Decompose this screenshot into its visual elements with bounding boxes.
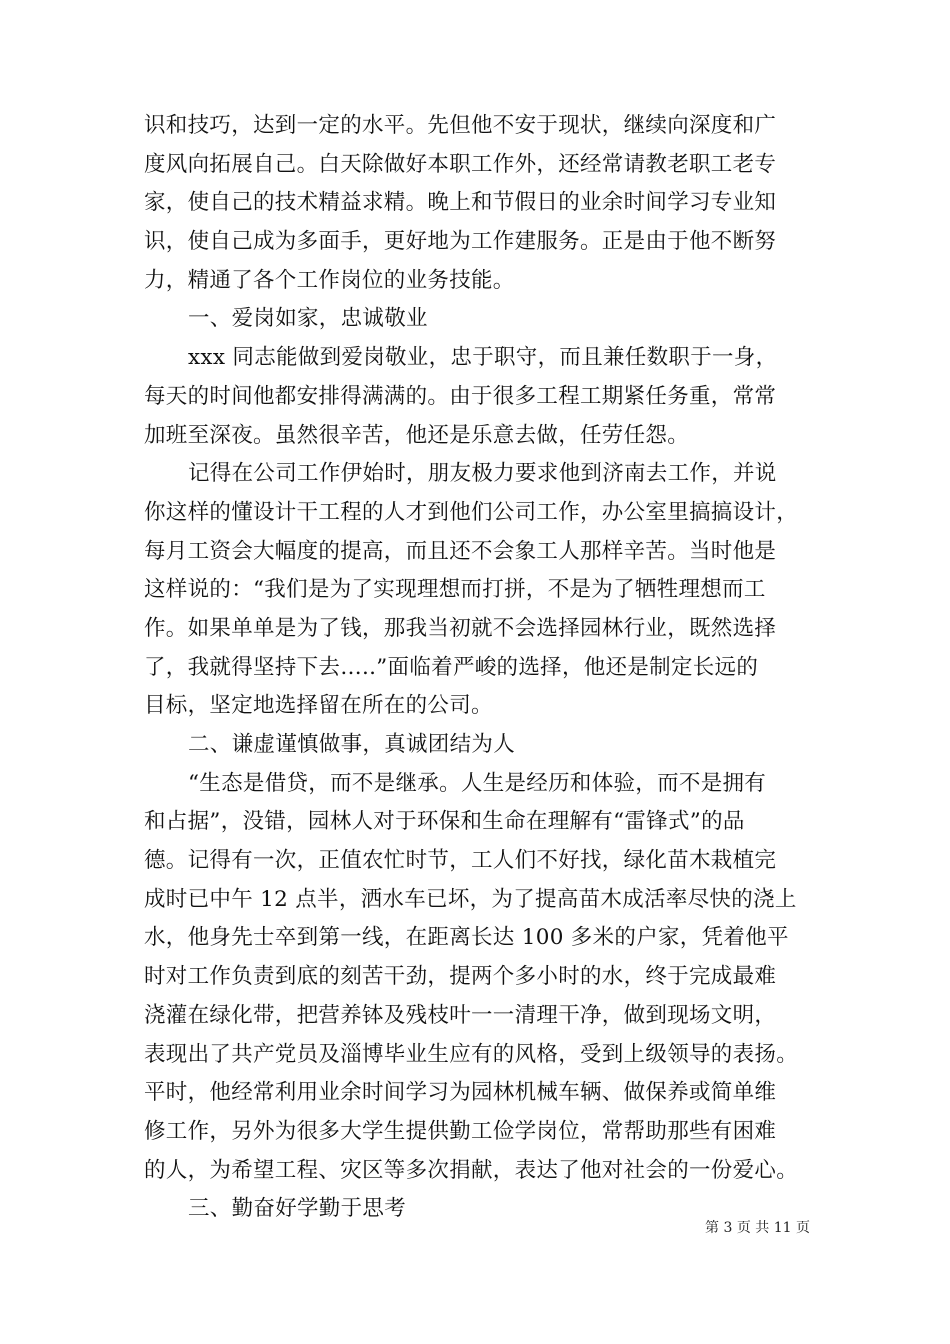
body-text-line: “生态是借贷，而不是继承。人生是经历和体验，而不是拥有 <box>188 770 767 796</box>
body-text-line: 这样说的：“我们是为了实现理想而打拼，不是为了牺牲理想而工 <box>144 577 766 603</box>
section-heading-1: 一、爱岗如家，忠诚敬业 <box>188 306 428 332</box>
section-heading-3: 三、勤奋好学勤于思考 <box>188 1196 407 1222</box>
body-text-line: 时对工作负责到底的刻苦干劲，提两个多小时的水，终于完成最难 <box>144 964 777 990</box>
body-text-line: 德。记得有一次，正值农忙时节，工人们不好找，绿化苗木栽植完 <box>144 848 777 874</box>
body-text-line: 平时，他经常利用业余时间学习为园林机械车辆、做保养或简单维 <box>144 1080 777 1106</box>
body-text-line: 记得在公司工作伊始时，朋友极力要求他到济南去工作，并说 <box>188 461 777 487</box>
section-heading-2: 二、谦虚谨慎做事，真诚团结为人 <box>188 732 516 757</box>
body-text-line: 修工作，另外为很多大学生提供勤工俭学岗位，常帮助那些有困难 <box>144 1118 777 1144</box>
body-text-line: 了，我就得坚持下去…..”面临着严峻的选择，他还是制定长远的 <box>144 654 759 680</box>
body-text-line: xxx 同志能做到爱岗敬业，忠于职守，而且兼任数职于一身， <box>188 345 778 371</box>
body-text-line: 每月工资会大幅度的提高，而且还不会象工人那样辛苦。当时他是 <box>144 538 777 564</box>
body-text-line: 识，使自己成为多面手，更好地为工作建服务。正是由于他不断努 <box>144 229 777 255</box>
body-text-line: 和占据”，没错，园林人对于环保和生命在理解有“雷锋式”的品 <box>144 809 745 835</box>
body-text-line: 目标，坚定地选择留在所在的公司。 <box>144 693 493 719</box>
body-text-line: 的人，为希望工程、灾区等多次捐献，表达了他对社会的一份爱心。 <box>144 1157 799 1183</box>
body-text-line: 加班至深夜。虽然很辛苦，他还是乐意去做，任劳任怨。 <box>144 422 690 448</box>
body-text-line: 家，使自己的技术精益求精。晚上和节假日的业余时间学习专业知 <box>144 190 777 216</box>
body-text-line: 识和技巧，达到一定的水平。先但他不安于现状，继续向深度和广 <box>144 113 777 138</box>
page-number-footer: 第 3 页 共 11 页 <box>705 1220 810 1236</box>
body-text-line: 水，他身先士卒到第一线，在距离长达 100 多米的户家，凭着他平 <box>144 925 789 951</box>
document-body <box>144 107 809 1229</box>
body-text-line: 度风向拓展自己。白天除做好本职工作外，还经常请教老职工老专 <box>144 151 777 177</box>
body-text-line: 你这样的懂设计干工程的人才到他们公司工作，办公室里搞搞设计， <box>144 499 799 525</box>
body-text-line: 力，精通了各个工作岗位的业务技能。 <box>144 267 515 293</box>
body-text-line: 作。如果单单是为了钱，那我当初就不会选择园林行业，既然选择 <box>144 615 777 641</box>
body-text-line: 表现出了共产党员及淄博毕业生应有的风格，受到上级领导的表扬。 <box>144 1041 799 1067</box>
body-text-line: 成时已中午 12 点半，洒水车已坏，为了提高苗木成活率尽快的浇上 <box>144 886 797 912</box>
body-text-line: 浇灌在绿化带，把营养钵及残枝叶一一清理干净，做到现场文明， <box>144 1002 777 1028</box>
body-text-line: 每天的时间他都安排得满满的。由于很多工程工期紧任务重，常常 <box>144 383 777 409</box>
